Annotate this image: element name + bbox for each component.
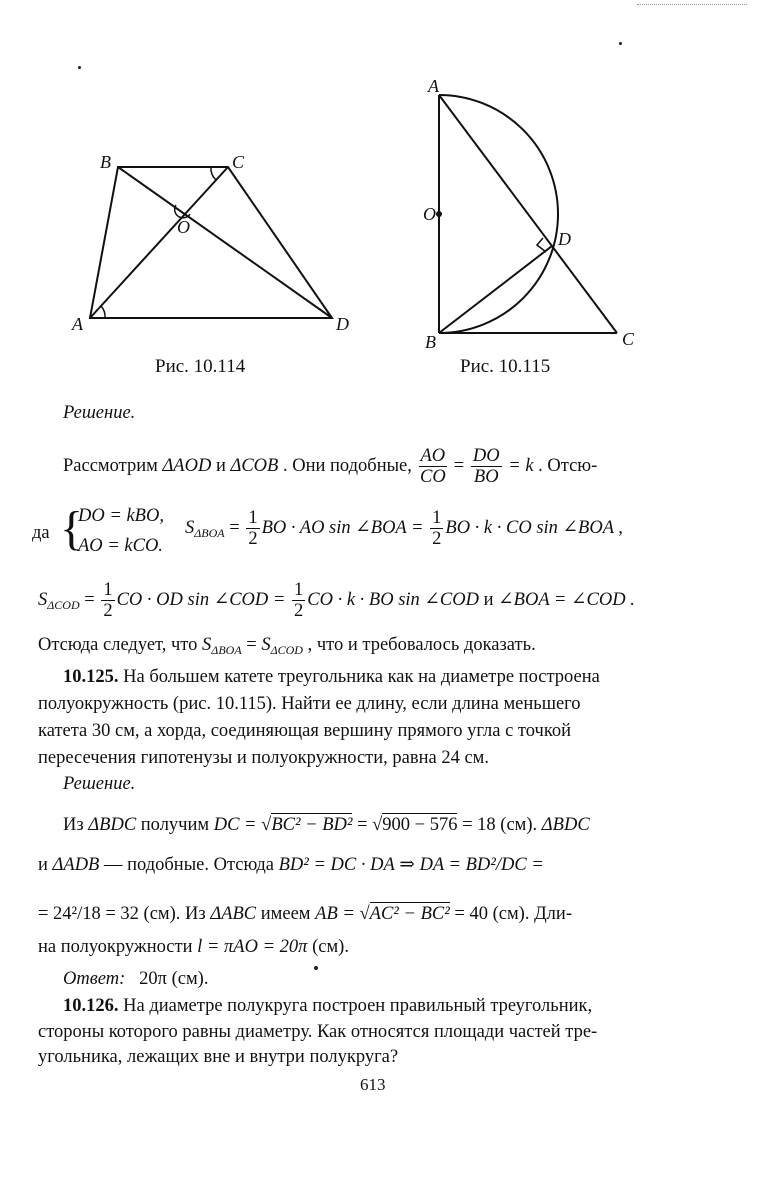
expression: ∠BOA = ∠COD . xyxy=(498,589,635,610)
system-eq-2: AO = kCO. xyxy=(78,536,163,556)
radicand: BC² − BD² xyxy=(271,815,353,835)
triangle-aod: ΔAOD xyxy=(162,455,212,476)
problem-number: 10.126. xyxy=(63,996,119,1016)
expression: DA = BD²/DC = xyxy=(419,855,544,875)
triangle-cob: ΔCOB xyxy=(230,455,279,476)
angle-mark-a xyxy=(101,306,105,318)
trapezoid-abcd xyxy=(90,167,332,318)
hypotenuse-ac xyxy=(439,95,617,333)
text-line xyxy=(38,634,638,661)
label-a-114: A xyxy=(72,314,83,334)
label-c-115: C xyxy=(622,329,635,349)
label-o-114: O xyxy=(177,217,190,237)
ratio-k: = k xyxy=(503,455,534,476)
text-da: да xyxy=(32,523,50,543)
triangle-bdc: ΔBDC xyxy=(541,815,590,835)
area-symbol: S xyxy=(261,635,271,655)
area-subscript: ΔBOA xyxy=(211,643,242,657)
denominator: 2 xyxy=(432,529,442,549)
fraction-do-bo xyxy=(471,446,502,487)
problem-10-125-line-3: катета 30 см, а хорда, соединяющая вершину прямого угла с точкой xyxy=(38,721,572,741)
label-b-115: B xyxy=(425,332,436,352)
figures-svg xyxy=(0,0,767,400)
expression: CO · OD sin ∠COD = xyxy=(116,589,291,610)
solution-heading: Решение. xyxy=(63,774,136,794)
text: Рассмотрим xyxy=(63,455,163,476)
system-brace: { xyxy=(60,502,84,555)
problem-10-126-line-1 xyxy=(63,995,663,1017)
numerator: 1 xyxy=(103,580,113,600)
text: получим xyxy=(136,815,214,835)
expression: CO · k · BO sin ∠COD xyxy=(307,589,479,610)
area-formula-boa xyxy=(185,508,623,549)
text: . Они подобные, xyxy=(278,455,417,476)
caption-fig-10-114: Рис. 10.114 xyxy=(155,356,246,377)
label-c-114: C xyxy=(232,152,245,172)
right-angle-mark-d xyxy=(537,238,546,252)
text: = xyxy=(449,455,469,476)
text: = 24²/18 = 32 (см). Из xyxy=(38,904,211,924)
label-a-115: A xyxy=(428,76,439,96)
numerator: 1 xyxy=(248,508,258,528)
text: = 18 (см). xyxy=(457,815,542,835)
solution-heading: Решение. xyxy=(63,403,136,423)
diagonal-ac xyxy=(90,167,228,318)
caption-fig-10-115: Рис. 10.115 xyxy=(460,356,551,377)
expression: BO · AO sin ∠BOA = xyxy=(261,517,429,538)
area-subscript: ΔBOA xyxy=(194,525,225,540)
text: = xyxy=(224,517,245,538)
area-formula-cod xyxy=(38,580,635,621)
triangle-bdc: ΔBDC xyxy=(88,815,137,835)
problem-number: 10.125. xyxy=(63,667,119,687)
text: На большем катете треугольника как на диаметре построена xyxy=(118,667,600,687)
text: = 40 (см). Дли- xyxy=(449,904,572,924)
denominator: 2 xyxy=(103,601,113,621)
numerator: DO xyxy=(472,446,500,466)
figure-10-115 xyxy=(439,95,617,333)
denominator: BO xyxy=(473,467,499,487)
text: = xyxy=(241,635,262,655)
fraction-ao-co xyxy=(419,446,448,487)
text: На диаметре полукруга построен правильный треугольник, xyxy=(118,996,593,1016)
expression: BD² = DC · DA xyxy=(278,855,395,875)
expression: l = πAO = 20π xyxy=(197,937,308,957)
point-o xyxy=(436,211,442,217)
triangle-adb: ΔADB xyxy=(52,855,100,875)
area-subscript: ΔCOD xyxy=(270,643,303,657)
label-b-114: B xyxy=(100,152,111,172)
text-line: Из ΔBDC получим DC = √BC² − BD² = √900 − 576 = 18 (см). ΔBDC xyxy=(63,815,590,835)
expression: DC = xyxy=(213,815,262,835)
text: — подобные. Отсюда xyxy=(99,855,279,875)
text: и xyxy=(211,455,231,476)
area-symbol: S xyxy=(202,635,212,655)
text-line xyxy=(38,854,638,876)
problem-10-125-line-4: пересечения гипотенузы и полуокружности, равна 24 см. xyxy=(38,748,490,768)
answer-label: Ответ: xyxy=(63,969,126,989)
implies-arrow: ⇒ xyxy=(394,855,420,875)
label-o-115: O xyxy=(423,204,436,224)
area-symbol: S xyxy=(38,589,48,610)
numerator: 1 xyxy=(432,508,442,528)
problem-10-126-line-3: угольника, лежащих вне и внутри полукруга? xyxy=(38,1047,399,1067)
label-d-114: D xyxy=(336,314,349,334)
area-subscript: ΔCOD xyxy=(47,597,80,612)
expression: BO · k · CO sin ∠BOA , xyxy=(445,517,623,538)
answer-value: 20π (см). xyxy=(139,969,209,989)
denominator: 2 xyxy=(294,601,304,621)
text-line xyxy=(38,936,638,958)
figure-10-114 xyxy=(90,167,332,318)
fraction-half xyxy=(246,508,259,549)
text-line xyxy=(63,446,663,487)
semicircle xyxy=(439,95,558,333)
text: (см). xyxy=(307,937,349,957)
numerator: AO xyxy=(420,446,446,466)
problem-10-126-line-2: стороны которого равны диаметру. Как относятся площади частей тре- xyxy=(38,1022,598,1042)
numerator: 1 xyxy=(294,580,304,600)
text-line: = 24²/18 = 32 (см). Из ΔABC имеем AB = √AC² − BC² = 40 (см). Дли- xyxy=(38,904,572,924)
problem-10-125-line-2: полуокружность (рис. 10.115). Найти ее длину, если длина меньшего xyxy=(38,694,581,714)
area-symbol: S xyxy=(185,517,195,538)
text: и xyxy=(479,589,499,610)
chord-bd xyxy=(439,246,552,333)
stray-dot xyxy=(314,966,318,970)
fraction-half xyxy=(430,508,443,549)
angle-mark-c xyxy=(211,167,216,180)
diagonal-bd xyxy=(118,167,332,318)
text: и xyxy=(38,855,53,875)
fraction-half xyxy=(101,580,114,621)
text: Отсюда следует, что xyxy=(38,635,203,655)
text: , что и требовалось доказать. xyxy=(302,635,536,655)
text: = xyxy=(352,815,373,835)
denominator: 2 xyxy=(248,529,258,549)
radicand: 900 − 576 xyxy=(382,815,458,835)
text: на полуокружности xyxy=(38,937,198,957)
text: = xyxy=(79,589,100,610)
denominator: CO xyxy=(419,467,446,487)
problem-10-125-line-1 xyxy=(63,666,663,688)
system-eq-1: DO = kBO, xyxy=(78,506,164,526)
triangle-abc: ΔABC xyxy=(210,904,257,924)
text: . Отсю- xyxy=(533,455,598,476)
answer-line xyxy=(63,968,663,990)
text: Из xyxy=(63,815,89,835)
page-number: 613 xyxy=(360,1075,386,1094)
fraction-half xyxy=(292,580,305,621)
label-d-115: D xyxy=(558,229,571,249)
expression: AB = xyxy=(315,904,360,924)
radicand: AC² − BC² xyxy=(369,904,450,924)
text: имеем xyxy=(256,904,316,924)
